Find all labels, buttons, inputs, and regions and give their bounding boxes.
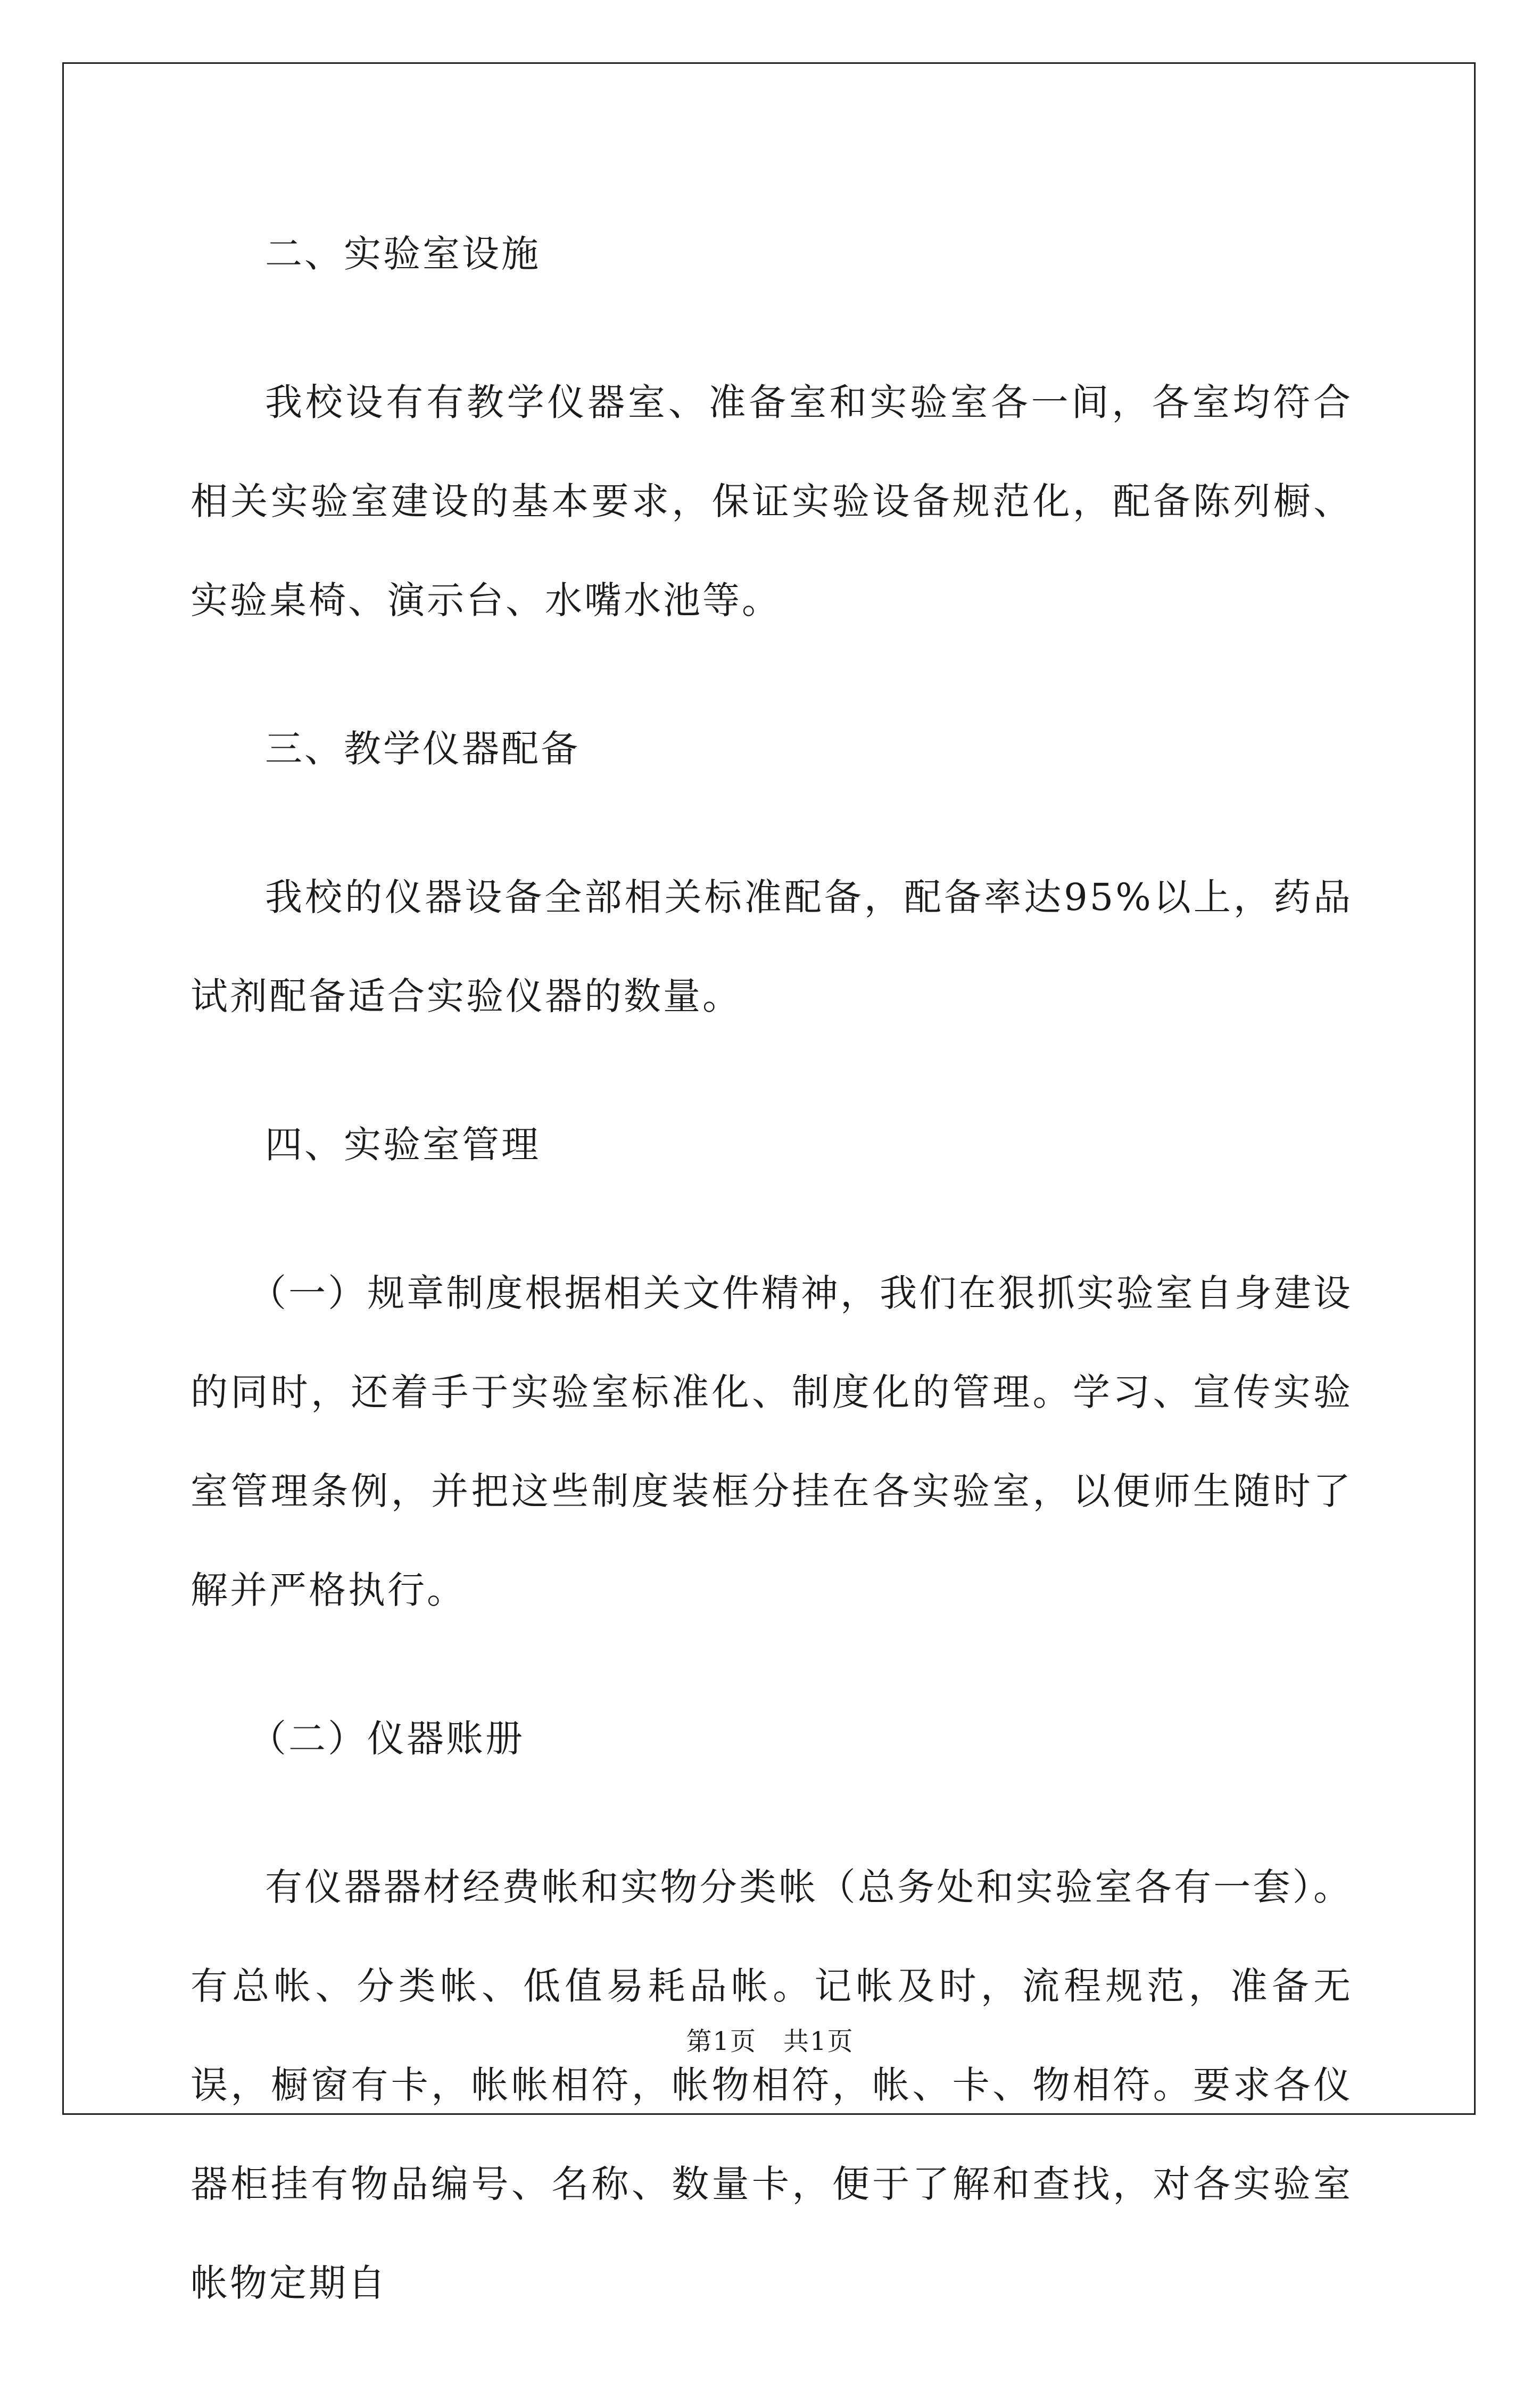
page-number: 第1页 共1页 — [686, 2027, 854, 2056]
section-heading-facilities: 二、实验室设施 — [265, 232, 541, 276]
paragraph-regulations: （一）规章制度根据相关文件精神，我们在狠抓实验室自身建设的同时，还着手于实验室标准化、制度化的管理。学习、宣传实验室管理条例，并把这些制度装框分挂在各实验室，以便师生随时了解并严格执行。 — [191, 1271, 1353, 1612]
section-heading-equipment: 三、教学仪器配备 — [265, 727, 580, 771]
section-heading-management: 四、实验室管理 — [265, 1123, 541, 1167]
paragraph-equipment: 我校的仪器设备全部相关标准配备，配备率达95%以上，药品试剂配备适合实验仪器的数量。 — [191, 875, 1353, 1018]
page-footer — [0, 2021, 1540, 2057]
paragraph-facilities: 我校设有有教学仪器室、准备室和实验室各一间，各室均符合相关实验室建设的基本要求，保证实验设备规范化，配备陈列橱、实验桌椅、演示台、水嘴水池等。 — [191, 381, 1353, 622]
paragraph-ledger: 有仪器器材经费帐和实物分类帐（总务处和实验室各有一套）。有总帐、分类帐、低值易耗品帐。记帐及时，流程规范，准备无误，橱窗有卡，帐帐相符，帐物相符，帐、卡、物相符。要求各仪器柜挂有物品编号、名称、数量卡，便于了解和查找，对各实验室帐物定期自 — [191, 1865, 1353, 2305]
section-heading-ledger: （二）仪器账册 — [249, 1717, 525, 1760]
